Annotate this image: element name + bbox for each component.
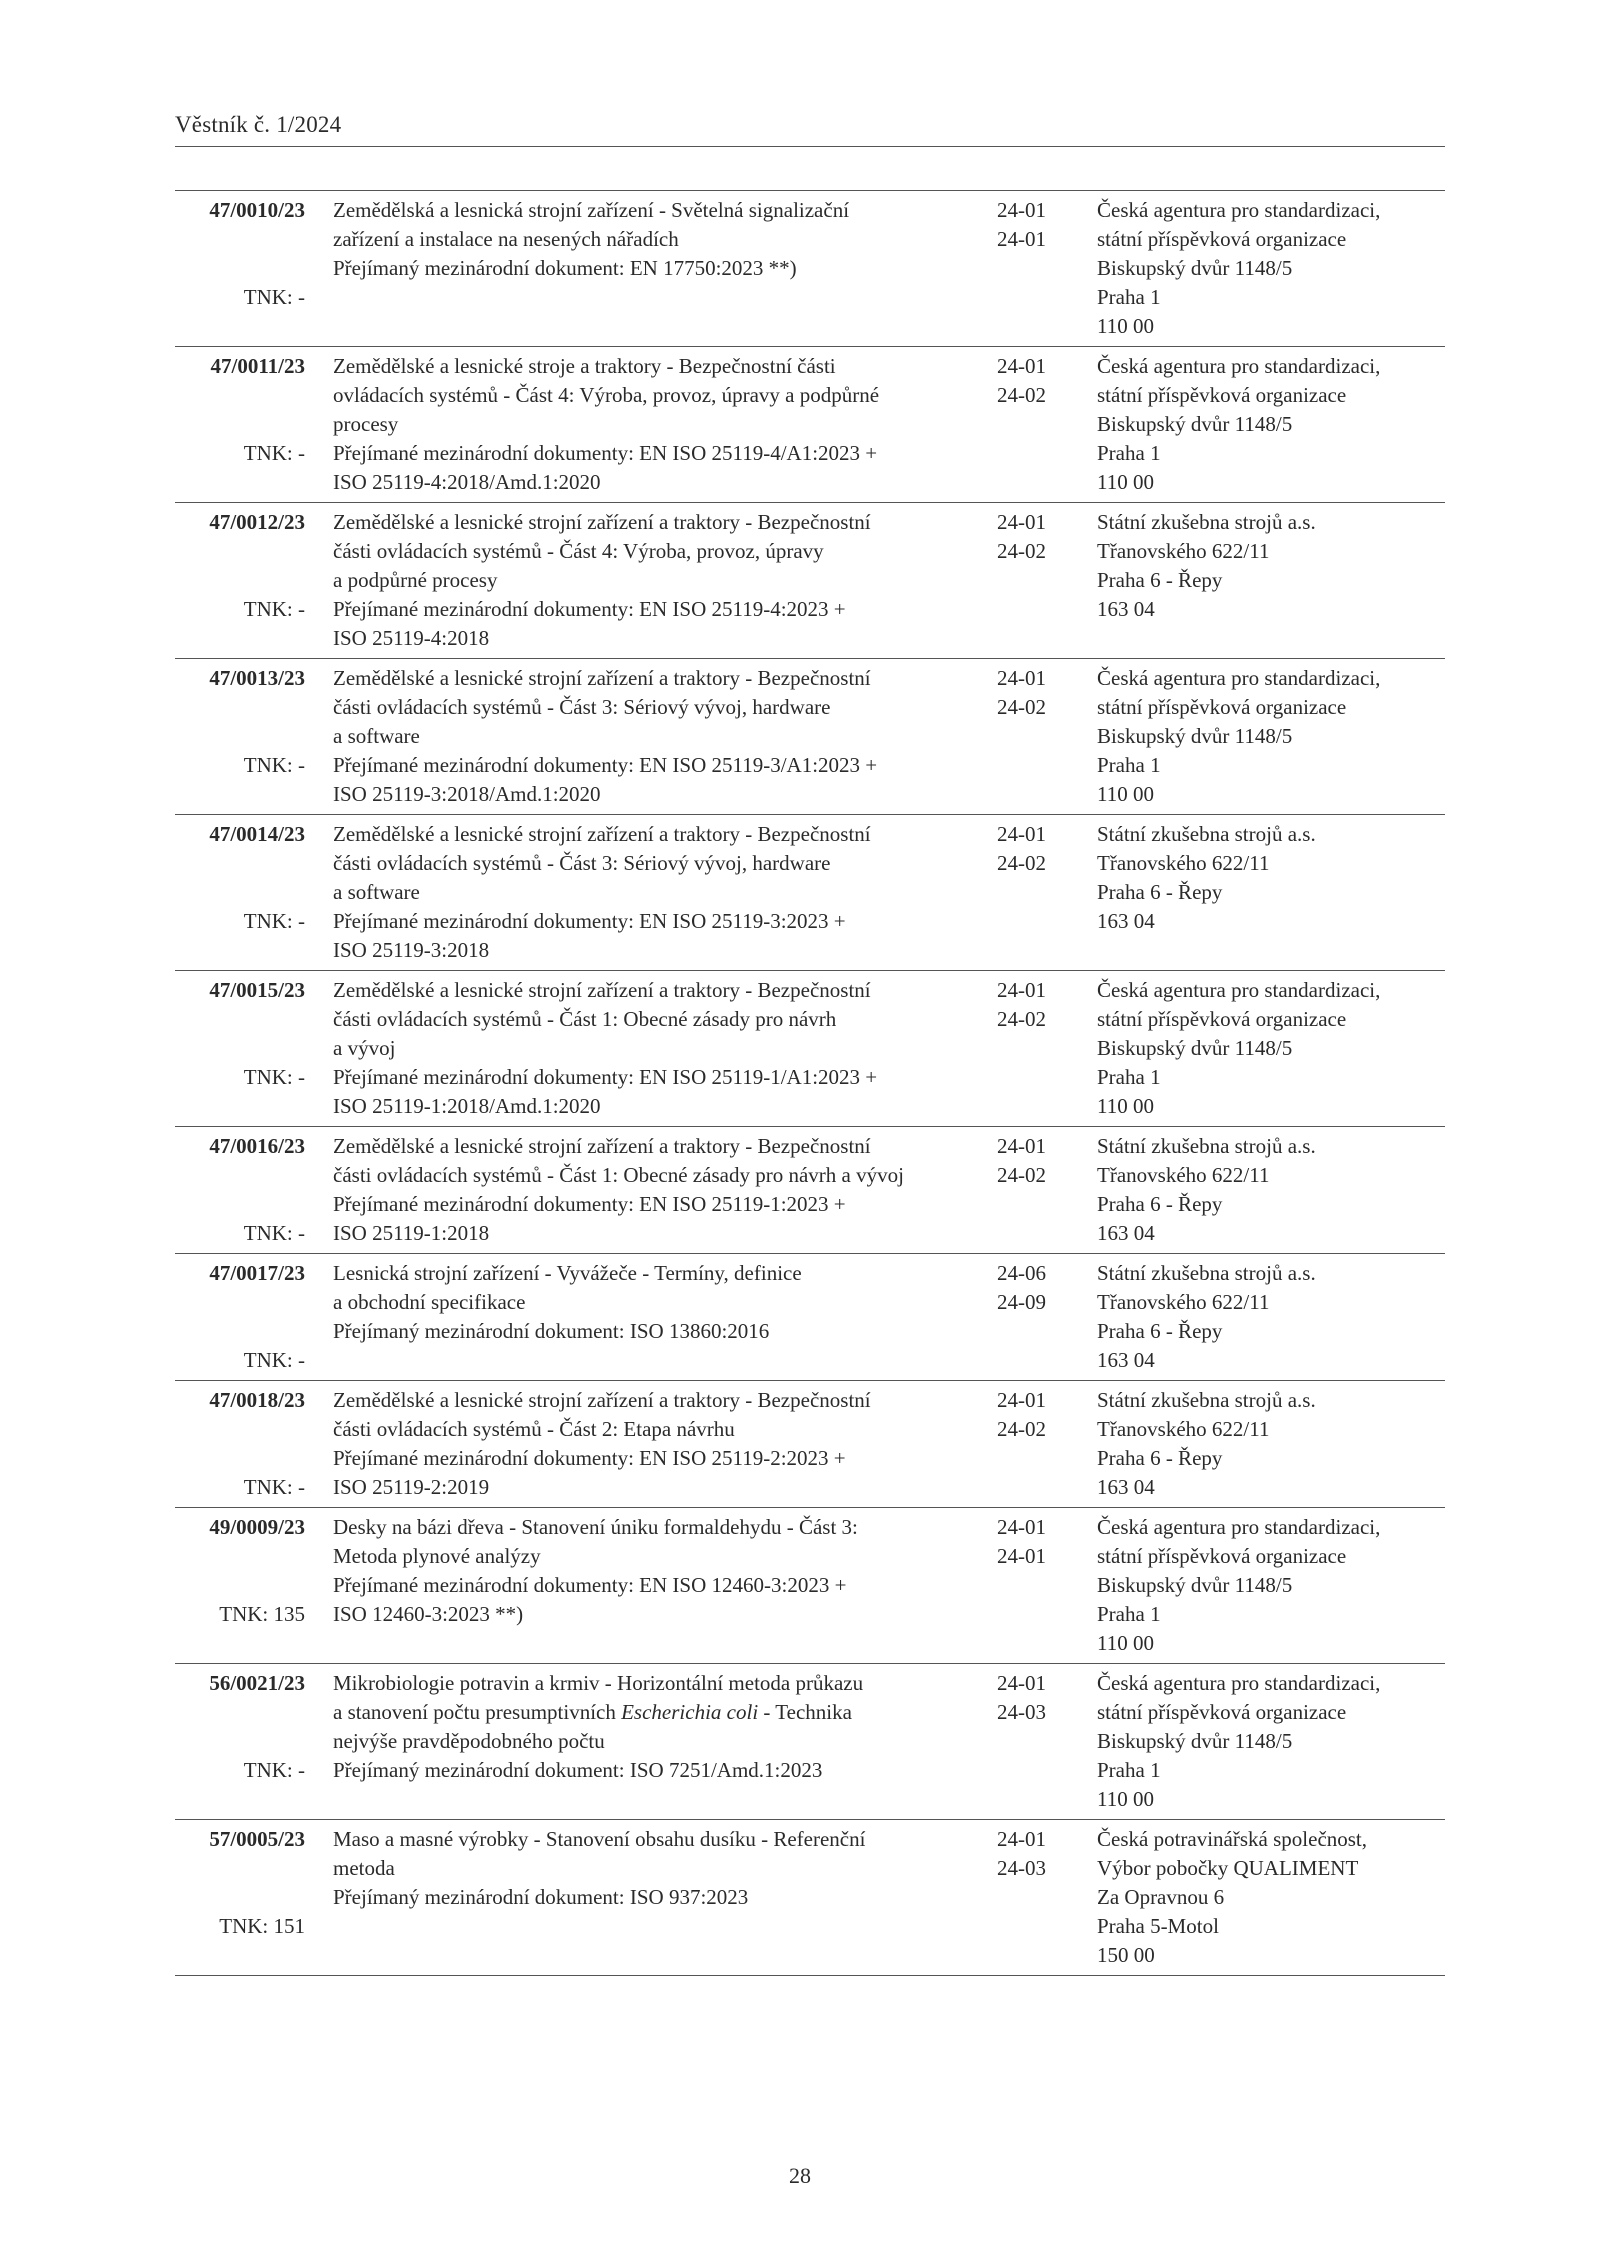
title-line: a podpůrné procesy (333, 568, 498, 592)
dates-cell (997, 352, 1077, 410)
address-line: státní příspěvková organizace (1097, 1700, 1347, 1724)
date-value: 24-02 (997, 383, 1046, 407)
standard-title-cell (333, 503, 993, 656)
adopted-document-line: ISO 25119-3:2018 (333, 938, 490, 962)
address-line: Státní zkušebna strojů a.s. (1097, 1261, 1316, 1285)
title-line: a stanovení počtu presumptivních Escherichia coli - Technika (333, 1700, 852, 1724)
address-line: Biskupský dvůr 1148/5 (1097, 1036, 1293, 1060)
tnk-label: TNK: - (243, 753, 305, 777)
address-line: 110 00 (1097, 470, 1154, 494)
standard-title-cell (333, 1381, 993, 1505)
standard-title-cell (333, 971, 993, 1124)
address-line: Praha 6 - Řepy (1097, 568, 1223, 592)
standard-title-cell (333, 191, 993, 286)
adopted-document-line: Přejímaný mezinárodní dokument: EN 17750:2023 **) (333, 256, 797, 280)
tnk-label: TNK: - (243, 1758, 305, 1782)
address-line: státní příspěvková organizace (1097, 383, 1347, 407)
address-line: Biskupský dvůr 1148/5 (1097, 256, 1293, 280)
address-cell (1097, 664, 1457, 809)
standard-id-cell (175, 1669, 305, 1819)
standard-title-cell (333, 1508, 993, 1632)
date-value: 24-03 (997, 1856, 1046, 1880)
date-value: 24-06 (997, 1261, 1046, 1285)
standard-number: 47/0013/23 (209, 666, 305, 690)
adopted-document-line: Přejímaný mezinárodní dokument: ISO 937:2023 (333, 1885, 749, 1909)
tnk-label: TNK: - (243, 1221, 305, 1245)
address-line: Česká potravinářská společnost, (1097, 1827, 1368, 1851)
address-line: 163 04 (1097, 1475, 1155, 1499)
standard-number: 57/0005/23 (209, 1827, 305, 1851)
address-line: Biskupský dvůr 1148/5 (1097, 724, 1293, 748)
standard-number: 47/0018/23 (209, 1388, 305, 1412)
header-rule (175, 146, 1445, 147)
address-line: Výbor pobočky QUALIMENT (1097, 1856, 1359, 1880)
standard-title-cell (333, 1127, 993, 1251)
adopted-document-line: Přejímané mezinárodní dokumenty: EN ISO 25119-3/A1:2023 + (333, 753, 878, 777)
adopted-document-line: Přejímaný mezinárodní dokument: ISO 7251/Amd.1:2023 (333, 1758, 823, 1782)
standard-title-cell (333, 1664, 993, 1788)
title-line: Zemědělské a lesnické strojní zařízení a traktory - Bezpečnostní (333, 666, 871, 690)
table-row (175, 346, 1445, 502)
address-line: Česká agentura pro standardizaci, (1097, 198, 1381, 222)
title-line: procesy (333, 412, 399, 436)
date-value: 24-01 (997, 1388, 1046, 1412)
address-line: Praha 1 (1097, 285, 1161, 309)
standard-id-cell (175, 1259, 305, 1380)
standard-number: 47/0011/23 (210, 354, 305, 378)
page-header-title: Věstník č. 1/2024 (175, 112, 342, 137)
title-line: ovládacích systémů - Část 4: Výroba, provoz, úpravy a podpůrné (333, 383, 880, 407)
tnk-label: TNK: - (243, 909, 305, 933)
address-cell (1097, 1259, 1457, 1375)
dates-cell (997, 820, 1077, 878)
address-line: Třanovského 622/11 (1097, 539, 1270, 563)
adopted-document-line: ISO 25119-3:2018/Amd.1:2020 (333, 782, 601, 806)
adopted-document-line: Přejímané mezinárodní dokumenty: EN ISO 25119-2:2023 + (333, 1446, 846, 1470)
address-line: Praha 5-Motol (1097, 1914, 1219, 1938)
standard-title-cell (333, 1820, 993, 1915)
date-value: 24-01 (997, 1544, 1046, 1568)
date-value: 24-01 (997, 198, 1046, 222)
address-line: Praha 6 - Řepy (1097, 1319, 1223, 1343)
title-line: části ovládacích systémů - Část 1: Obecné zásady pro návrh a vývoj (333, 1163, 904, 1187)
address-line: Biskupský dvůr 1148/5 (1097, 412, 1293, 436)
address-cell (1097, 1132, 1457, 1248)
title-line: části ovládacích systémů - Část 3: Sériový vývoj, hardware (333, 695, 831, 719)
adopted-document-line: Přejímané mezinárodní dokumenty: EN ISO 25119-1/A1:2023 + (333, 1065, 878, 1089)
address-line: 110 00 (1097, 1631, 1154, 1655)
tnk-label: TNK: 151 (219, 1914, 305, 1938)
address-line: Česká agentura pro standardizaci, (1097, 978, 1381, 1002)
standard-id-cell (175, 1825, 305, 1975)
standard-id-cell (175, 976, 305, 1126)
address-line: Státní zkušebna strojů a.s. (1097, 822, 1316, 846)
standard-id-cell (175, 1132, 305, 1253)
tnk-label: TNK: - (243, 1348, 305, 1372)
title-line: Zemědělské a lesnické strojní zařízení a traktory - Bezpečnostní (333, 1134, 871, 1158)
table-row (175, 1253, 1445, 1380)
address-line: Praha 1 (1097, 753, 1161, 777)
address-line: státní příspěvková organizace (1097, 1007, 1347, 1031)
table-row (175, 1380, 1445, 1507)
address-cell (1097, 1825, 1457, 1970)
standard-id-cell (175, 820, 305, 970)
address-line: Státní zkušebna strojů a.s. (1097, 1388, 1316, 1412)
title-line: Zemědělské a lesnické stroje a traktory - Bezpečnostní části (333, 354, 836, 378)
adopted-document-line: Přejímané mezinárodní dokumenty: EN ISO 12460-3:2023 + (333, 1573, 847, 1597)
standard-number: 47/0010/23 (209, 198, 305, 222)
title-line: části ovládacích systémů - Část 4: Výroba, provoz, úpravy (333, 539, 824, 563)
date-value: 24-02 (997, 1007, 1046, 1031)
standard-id-cell (175, 352, 305, 502)
address-line: státní příspěvková organizace (1097, 1544, 1347, 1568)
table-row (175, 1663, 1445, 1819)
address-line: 163 04 (1097, 909, 1155, 933)
title-line: Desky na bázi dřeva - Stanovení úniku formaldehydu - Část 3: (333, 1515, 858, 1539)
table-row (175, 1126, 1445, 1253)
table-row (175, 190, 1445, 346)
address-cell (1097, 1513, 1457, 1658)
dates-cell (997, 1259, 1077, 1317)
title-line: Zemědělské a lesnické strojní zařízení a traktory - Bezpečnostní (333, 1388, 871, 1412)
date-value: 24-02 (997, 695, 1046, 719)
standard-id-cell (175, 196, 305, 346)
dates-cell (997, 1132, 1077, 1190)
title-line: metoda (333, 1856, 395, 1880)
title-line: Zemědělská a lesnická strojní zařízení - Světelná signalizační (333, 198, 850, 222)
date-value: 24-01 (997, 510, 1046, 534)
address-line: Třanovského 622/11 (1097, 1417, 1270, 1441)
date-value: 24-03 (997, 1700, 1046, 1724)
title-line: a software (333, 724, 420, 748)
address-line: Česká agentura pro standardizaci, (1097, 666, 1381, 690)
standard-id-cell (175, 508, 305, 658)
dates-cell (997, 1669, 1077, 1727)
standard-title-cell (333, 347, 993, 500)
address-cell (1097, 508, 1457, 624)
address-line: Biskupský dvůr 1148/5 (1097, 1729, 1293, 1753)
address-line: Za Opravnou 6 (1097, 1885, 1225, 1909)
title-line: Zemědělské a lesnické strojní zařízení a traktory - Bezpečnostní (333, 978, 871, 1002)
address-line: Praha 1 (1097, 1758, 1161, 1782)
address-line: 163 04 (1097, 1221, 1155, 1245)
address-line: Praha 6 - Řepy (1097, 880, 1223, 904)
date-value: 24-01 (997, 354, 1046, 378)
address-line: 110 00 (1097, 1787, 1154, 1811)
standard-title-cell (333, 659, 993, 812)
title-line: a vývoj (333, 1036, 396, 1060)
standard-number: 47/0012/23 (209, 510, 305, 534)
table-row (175, 1507, 1445, 1663)
adopted-document-line: Přejímané mezinárodní dokumenty: EN ISO 25119-4/A1:2023 + (333, 441, 878, 465)
title-line: Maso a masné výrobky - Stanovení obsahu dusíku - Referenční (333, 1827, 866, 1851)
address-line: Státní zkušebna strojů a.s. (1097, 510, 1316, 534)
tnk-label: TNK: - (243, 597, 305, 621)
date-value: 24-01 (997, 1671, 1046, 1695)
adopted-document-line: ISO 12460-3:2023 **) (333, 1602, 524, 1626)
dates-cell (997, 1386, 1077, 1444)
standard-number: 56/0021/23 (209, 1671, 305, 1695)
adopted-document-line: Přejímané mezinárodní dokumenty: EN ISO 25119-3:2023 + (333, 909, 846, 933)
adopted-document-line: ISO 25119-1:2018 (333, 1221, 490, 1245)
address-cell (1097, 1669, 1457, 1814)
address-line: Biskupský dvůr 1148/5 (1097, 1573, 1293, 1597)
address-cell (1097, 820, 1457, 936)
address-line: státní příspěvková organizace (1097, 695, 1347, 719)
standard-number: 47/0016/23 (209, 1134, 305, 1158)
adopted-document-line: Přejímané mezinárodní dokumenty: EN ISO 25119-4:2023 + (333, 597, 846, 621)
address-cell (1097, 1386, 1457, 1502)
table-row (175, 814, 1445, 970)
dates-cell (997, 1513, 1077, 1571)
date-value: 24-01 (997, 822, 1046, 846)
title-line: nejvýše pravděpodobného počtu (333, 1729, 605, 1753)
table-row (175, 502, 1445, 658)
adopted-document-line: ISO 25119-4:2018 (333, 626, 490, 650)
dates-cell (997, 196, 1077, 254)
standard-id-cell (175, 664, 305, 814)
title-line: a software (333, 880, 420, 904)
address-line: Praha 6 - Řepy (1097, 1192, 1223, 1216)
dates-cell (997, 976, 1077, 1034)
standard-id-cell (175, 1386, 305, 1507)
address-line: 110 00 (1097, 314, 1154, 338)
date-value: 24-01 (997, 666, 1046, 690)
dates-cell (997, 1825, 1077, 1883)
standard-id-cell (175, 1513, 305, 1663)
standard-number: 49/0009/23 (209, 1515, 305, 1539)
address-line: Praha 1 (1097, 441, 1161, 465)
standard-number: 47/0014/23 (209, 822, 305, 846)
address-line: Třanovského 622/11 (1097, 1290, 1270, 1314)
date-value: 24-02 (997, 1417, 1046, 1441)
date-value: 24-02 (997, 851, 1046, 875)
address-line: Praha 1 (1097, 1602, 1161, 1626)
address-line: státní příspěvková organizace (1097, 227, 1347, 251)
tnk-label: TNK: 135 (219, 1602, 305, 1626)
date-value: 24-01 (997, 1515, 1046, 1539)
address-line: 163 04 (1097, 597, 1155, 621)
date-value: 24-01 (997, 227, 1046, 251)
adopted-document-line: ISO 25119-1:2018/Amd.1:2020 (333, 1094, 601, 1118)
date-value: 24-09 (997, 1290, 1046, 1314)
tnk-label: TNK: - (243, 441, 305, 465)
address-line: 163 04 (1097, 1348, 1155, 1372)
standard-title-cell (333, 1254, 993, 1349)
dates-cell (997, 664, 1077, 722)
date-value: 24-02 (997, 539, 1046, 563)
adopted-document-line: ISO 25119-2:2019 (333, 1475, 490, 1499)
tnk-label: TNK: - (243, 1475, 305, 1499)
title-line: části ovládacích systémů - Část 2: Etapa návrhu (333, 1417, 735, 1441)
address-line: 150 00 (1097, 1943, 1155, 1967)
standards-table (175, 190, 1445, 1976)
table-row (175, 1819, 1445, 1976)
standard-number: 47/0015/23 (209, 978, 305, 1002)
address-cell (1097, 976, 1457, 1121)
adopted-document-line: Přejímané mezinárodní dokumenty: EN ISO 25119-1:2023 + (333, 1192, 846, 1216)
date-value: 24-01 (997, 1827, 1046, 1851)
address-line: Praha 1 (1097, 1065, 1161, 1089)
address-cell (1097, 196, 1457, 341)
title-line: a obchodní specifikace (333, 1290, 526, 1314)
date-value: 24-02 (997, 1163, 1046, 1187)
title-line: Lesnická strojní zařízení - Vyvážeče - Termíny, definice (333, 1261, 802, 1285)
address-line: Česká agentura pro standardizaci, (1097, 1515, 1381, 1539)
adopted-document-line: ISO 25119-4:2018/Amd.1:2020 (333, 470, 601, 494)
title-line: Mikrobiologie potravin a krmiv - Horizontální metoda průkazu (333, 1671, 864, 1695)
tnk-label: TNK: - (243, 1065, 305, 1089)
address-line: Třanovského 622/11 (1097, 851, 1270, 875)
tnk-label: TNK: - (243, 285, 305, 309)
title-line: části ovládacích systémů - Část 1: Obecné zásady pro návrh (333, 1007, 837, 1031)
title-line: Zemědělské a lesnické strojní zařízení a traktory - Bezpečnostní (333, 510, 871, 534)
dates-cell (997, 508, 1077, 566)
title-line: Metoda plynové analýzy (333, 1544, 541, 1568)
address-line: Třanovského 622/11 (1097, 1163, 1270, 1187)
title-line: části ovládacích systémů - Část 3: Sériový vývoj, hardware (333, 851, 831, 875)
address-line: Státní zkušebna strojů a.s. (1097, 1134, 1316, 1158)
date-value: 24-01 (997, 978, 1046, 1002)
address-line: Česká agentura pro standardizaci, (1097, 1671, 1381, 1695)
address-cell (1097, 352, 1457, 497)
title-line: zařízení a instalace na nesených nářadích (333, 227, 679, 251)
page-number: 28 (789, 2163, 811, 2188)
adopted-document-line: Přejímaný mezinárodní dokument: ISO 13860:2016 (333, 1319, 770, 1343)
address-line: 110 00 (1097, 1094, 1154, 1118)
table-row (175, 970, 1445, 1126)
table-row (175, 658, 1445, 814)
address-line: Praha 6 - Řepy (1097, 1446, 1223, 1470)
address-line: 110 00 (1097, 782, 1154, 806)
date-value: 24-01 (997, 1134, 1046, 1158)
standard-title-cell (333, 815, 993, 968)
title-line: Zemědělské a lesnické strojní zařízení a traktory - Bezpečnostní (333, 822, 871, 846)
standard-number: 47/0017/23 (209, 1261, 305, 1285)
address-line: Česká agentura pro standardizaci, (1097, 354, 1381, 378)
